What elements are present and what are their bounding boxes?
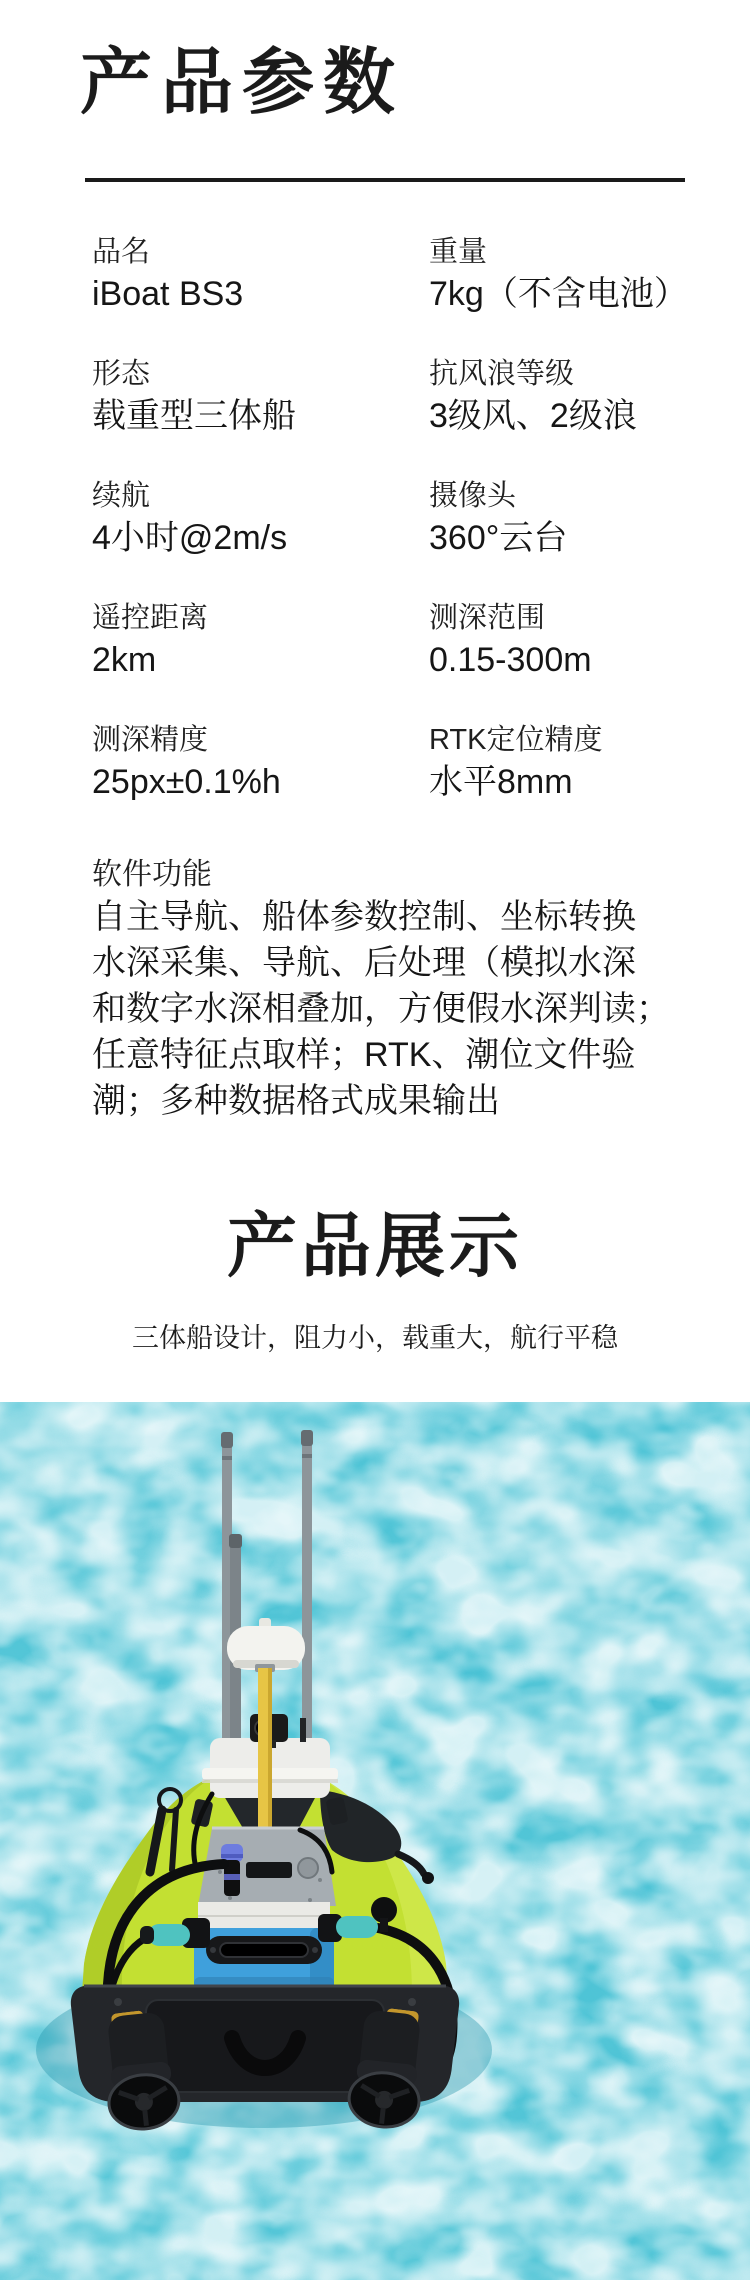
battery-box xyxy=(194,1902,334,1990)
spec-item-endurance xyxy=(92,478,429,600)
spec-value: 360°云台 xyxy=(429,519,568,557)
spec-label: RTK定位精度 xyxy=(429,724,603,756)
spec-item-wind-wave-rating xyxy=(429,356,688,478)
software-features xyxy=(92,856,712,1124)
software-feature-line: 自主导航、船体参数控制、坐标转换 xyxy=(92,898,636,936)
spec-value: 0.15-300m xyxy=(429,641,592,679)
software-features-label: 软件功能 xyxy=(92,858,212,891)
spec-value: iBoat BS3 xyxy=(92,275,244,313)
display-section-title: 产品展示 xyxy=(227,1207,523,1285)
spec-label: 续航 xyxy=(92,480,151,512)
spec-value: 2km xyxy=(92,641,157,679)
spec-item-remote-range xyxy=(92,600,429,722)
params-section-title: 产品参数 xyxy=(80,43,405,123)
title-divider xyxy=(85,178,685,182)
spec-label: 摄像头 xyxy=(429,480,517,512)
spec-grid xyxy=(92,234,688,844)
spec-item-sounding-accuracy xyxy=(92,722,429,844)
spec-value: 7kg（不含电池） xyxy=(429,275,688,313)
software-feature-line: 和数字水深相叠加，方便假水深判读； xyxy=(92,990,670,1028)
spec-label: 品名 xyxy=(92,236,151,268)
software-feature-line: 水深采集、导航、后处理（模拟水深 xyxy=(92,944,636,982)
spec-label: 测深范围 xyxy=(429,602,546,634)
spec-label: 形态 xyxy=(92,358,151,390)
spec-label: 测深精度 xyxy=(92,724,209,756)
battery-handle xyxy=(206,1936,322,1964)
spec-label: 重量 xyxy=(429,236,488,268)
deck-connector xyxy=(221,1844,243,1896)
spec-item-name xyxy=(92,234,429,356)
display-section-subtitle: 三体船设计，阻力小，载重大，航行平稳 xyxy=(132,1323,618,1353)
spec-value: 载重型三体船 xyxy=(92,397,296,435)
spec-item-rtk-accuracy xyxy=(429,722,688,844)
spec-item-weight xyxy=(429,234,688,356)
spec-value: 25px±0.1%h xyxy=(92,763,281,801)
software-feature-line: 潮；多种数据格式成果输出 xyxy=(92,1082,500,1120)
spec-value: 水平8mm xyxy=(429,763,573,801)
spec-value: 3级风、2级浪 xyxy=(429,397,637,435)
spec-item-form xyxy=(92,356,429,478)
spec-item-camera xyxy=(429,478,688,600)
spec-item-sounding-range xyxy=(429,600,688,722)
product-photo xyxy=(0,1402,750,2280)
spec-label: 抗风浪等级 xyxy=(429,358,575,390)
spec-label: 遥控距离 xyxy=(92,602,209,634)
spec-value: 4小时@2m/s xyxy=(92,519,288,557)
software-feature-line: 任意特征点取样；RTK、潮位文件验 xyxy=(92,1036,636,1074)
